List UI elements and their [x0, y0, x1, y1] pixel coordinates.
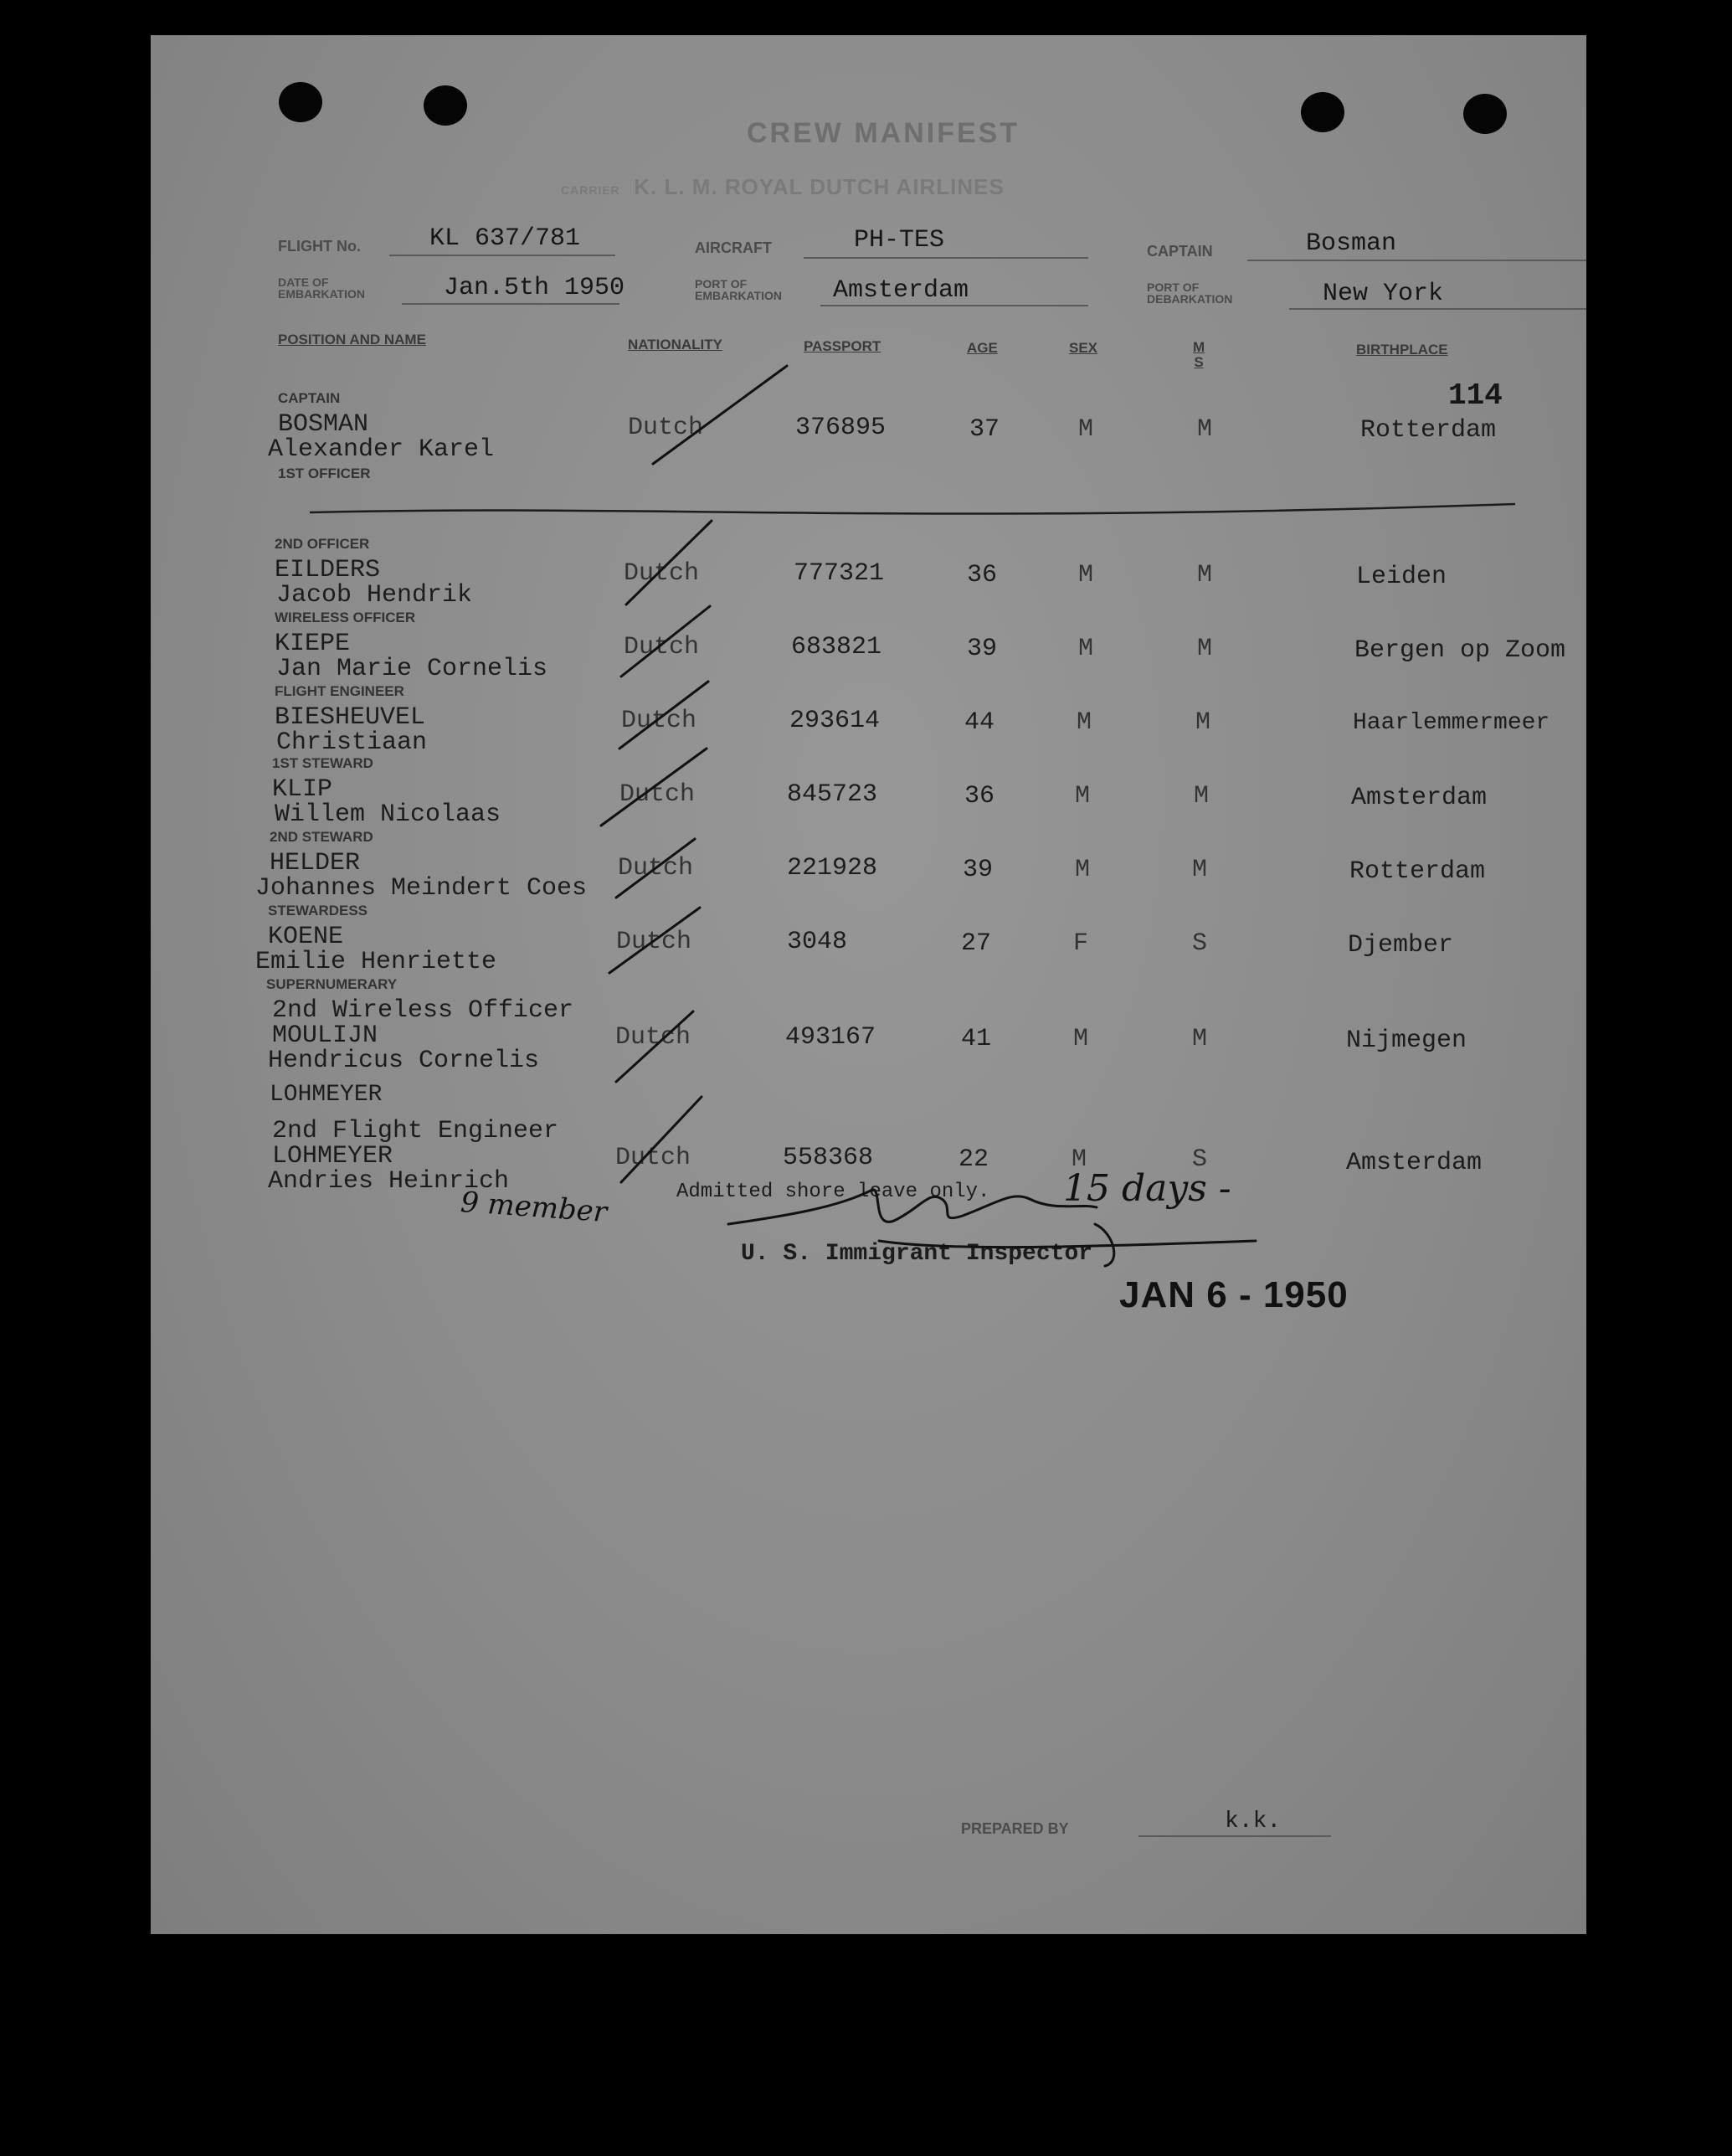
- age-cell: 41: [961, 1025, 992, 1053]
- check-mark: [616, 1011, 693, 1082]
- nationality-cell: Dutch: [621, 707, 697, 735]
- given-name-cell: Jan Marie Cornelis: [276, 655, 548, 683]
- surname-cell: KOENE: [268, 923, 344, 951]
- col-birthplace: BIRTHPLACE: [1356, 342, 1448, 358]
- surname-cell: EILDERS: [275, 556, 381, 584]
- col-ms: M S: [1193, 339, 1205, 370]
- birthplace-cell: Amsterdam: [1351, 784, 1488, 812]
- sex-cell: M: [1072, 1145, 1087, 1174]
- flight-no-value: KL 637/781: [429, 224, 581, 253]
- surname-cell: MOULIJN: [272, 1021, 378, 1050]
- position-captain: CAPTAIN: [278, 390, 341, 406]
- ms-cell: M: [1194, 782, 1210, 810]
- page-number: 114: [1448, 378, 1503, 413]
- birthplace-cell: Rotterdam: [1349, 857, 1486, 886]
- birthplace-cell: Djember: [1348, 931, 1454, 960]
- col-age: AGE: [967, 340, 998, 356]
- birthplace-cell: Amsterdam: [1346, 1149, 1483, 1177]
- aircraft-label: AIRCRAFT: [695, 239, 772, 256]
- nationality-cell: Dutch: [628, 414, 704, 442]
- check-mark: [609, 908, 700, 973]
- sex-cell: F: [1073, 929, 1089, 958]
- port-debarkation-value: New York: [1323, 280, 1444, 308]
- passport-cell: 493167: [785, 1023, 876, 1052]
- given-name-cell: Emilie Henriette: [255, 948, 497, 976]
- age-cell: 39: [963, 856, 994, 884]
- position-label: 2ND OFFICER: [275, 536, 370, 552]
- col-nationality: NATIONALITY: [628, 337, 723, 352]
- sex-cell: M: [1073, 1025, 1089, 1053]
- ms-cell: M: [1197, 635, 1213, 663]
- age-cell: 44: [964, 708, 995, 737]
- passport-cell: 683821: [791, 633, 882, 661]
- nationality-cell: Dutch: [616, 928, 692, 956]
- inspector-signature: [728, 1190, 1256, 1266]
- given-bosman: Alexander Karel: [268, 435, 495, 464]
- separator-line: [310, 504, 1515, 514]
- surname-cell: KIEPE: [275, 630, 351, 658]
- passport-cell: 845723: [787, 780, 878, 809]
- given-name-cell: Willem Nicolaas: [275, 800, 501, 829]
- sex-cell: M: [1078, 635, 1094, 663]
- manifest-sheet: [151, 35, 1586, 1934]
- sex-cell: M: [1078, 561, 1094, 589]
- port-embarkation-label: PORT OF EMBARKATION: [695, 277, 782, 302]
- prepared-by-label: PREPARED BY: [961, 1820, 1069, 1837]
- position-label: WIRELESS OFFICER: [275, 610, 416, 625]
- col-position-name: POSITION AND NAME: [278, 332, 426, 347]
- captain-label: CAPTAIN: [1147, 243, 1213, 260]
- passport-cell: 221928: [787, 854, 878, 882]
- nationality-cell: Dutch: [624, 633, 700, 661]
- birthplace-cell: Leiden: [1356, 563, 1447, 591]
- given-name-cell: Jacob Hendrik: [276, 581, 473, 610]
- aircraft-value: PH-TES: [854, 226, 945, 255]
- captain-value: Bosman: [1306, 229, 1397, 258]
- position-label: STEWARDESS: [268, 903, 368, 918]
- flight-no-label: FLIGHT No.: [278, 238, 361, 255]
- check-mark: [616, 839, 695, 898]
- ms-cell: M: [1197, 415, 1213, 444]
- col-passport: PASSPORT: [804, 338, 881, 354]
- sex-cell: M: [1075, 782, 1091, 810]
- age-cell: 39: [967, 635, 998, 663]
- given-name-cell: Andries Heinrich: [268, 1167, 510, 1196]
- nationality-cell: Dutch: [615, 1144, 691, 1172]
- check-mark: [619, 682, 708, 749]
- surname-cell: LOHMEYER: [272, 1142, 393, 1171]
- check-mark: [621, 606, 710, 677]
- nationality-cell: Dutch: [619, 780, 696, 809]
- members-handwritten: 9 member: [459, 1185, 609, 1230]
- date-stamp: JAN 6 - 1950: [1119, 1274, 1349, 1315]
- given-name-cell: Christiaan: [276, 728, 428, 757]
- nationality-cell: Dutch: [615, 1023, 691, 1052]
- admitted-note: Admitted shore leave only.: [676, 1181, 990, 1203]
- position-label: 1ST STEWARD: [272, 755, 373, 771]
- age-cell: 36: [964, 782, 995, 810]
- position-first-officer: 1ST OFFICER: [278, 466, 371, 481]
- ink-marks: [151, 35, 1586, 1934]
- birthplace-cell: Nijmegen: [1346, 1027, 1467, 1055]
- port-debarkation-label: PORT OF DEBARKATION: [1147, 280, 1233, 306]
- passport-cell: 293614: [789, 707, 881, 735]
- birthplace-cell: Bergen op Zoom: [1354, 636, 1566, 665]
- passport-cell: 777321: [794, 559, 885, 588]
- age-cell: 27: [961, 929, 992, 958]
- prepared-by-value: k.k.: [1225, 1809, 1282, 1834]
- check-mark: [601, 749, 707, 826]
- surname-heading: LOHMEYER: [270, 1082, 383, 1108]
- given-name-cell: Hendricus Cornelis: [268, 1047, 540, 1075]
- days-handwritten: 15 days -: [1063, 1167, 1231, 1210]
- ms-cell: S: [1192, 929, 1208, 958]
- position-label: FLIGHT ENGINEER: [275, 683, 404, 699]
- col-sex: SEX: [1069, 340, 1098, 356]
- date-label: DATE OF EMBARKATION: [278, 275, 365, 301]
- check-mark: [626, 521, 712, 605]
- position-label: 2ND STEWARD: [270, 829, 373, 845]
- check-mark: [621, 1097, 702, 1182]
- passport-cell: 558368: [783, 1144, 874, 1172]
- position-label: SUPERNUMERARY: [266, 976, 398, 992]
- inspector-line: U. S. Immigrant Inspector: [741, 1241, 1093, 1267]
- ms-cell: S: [1192, 1145, 1208, 1174]
- sex-cell: M: [1078, 415, 1094, 444]
- surname-cell: BIESHEUVEL: [275, 703, 426, 732]
- given-name-cell: Johannes Meindert Coes: [255, 874, 588, 903]
- document-title: CREW MANIFEST: [747, 117, 1020, 149]
- nationality-cell: Dutch: [618, 854, 694, 882]
- sex-cell: M: [1077, 708, 1092, 737]
- check-mark: [653, 366, 787, 464]
- ms-cell: M: [1195, 708, 1211, 737]
- ms-cell: M: [1192, 856, 1208, 884]
- role-cell: 2nd Wireless Officer: [272, 996, 574, 1025]
- ms-cell: M: [1197, 561, 1213, 589]
- age-cell: 36: [967, 561, 998, 589]
- surname-cell: HELDER: [270, 849, 361, 877]
- ms-cell: M: [1192, 1025, 1208, 1053]
- nationality-cell: Dutch: [624, 559, 700, 588]
- port-embarkation-value: Amsterdam: [833, 276, 969, 305]
- sex-cell: M: [1075, 856, 1091, 884]
- passport-cell: 3048: [787, 928, 848, 956]
- birthplace-cell: Haarlemmermeer: [1353, 710, 1550, 736]
- age-cell: 22: [959, 1145, 989, 1174]
- surname-bosman: BOSMAN: [278, 410, 369, 439]
- date-value: Jan.5th 1950: [444, 274, 625, 302]
- role-cell: 2nd Flight Engineer: [272, 1117, 559, 1145]
- surname-cell: KLIP: [272, 775, 333, 804]
- carrier-line: CARRIER K. L. M. ROYAL DUTCH AIRLINES: [561, 174, 1005, 199]
- passport-cell: 376895: [795, 414, 887, 442]
- age-cell: 37: [969, 415, 1000, 444]
- birthplace-cell: Rotterdam: [1360, 416, 1497, 445]
